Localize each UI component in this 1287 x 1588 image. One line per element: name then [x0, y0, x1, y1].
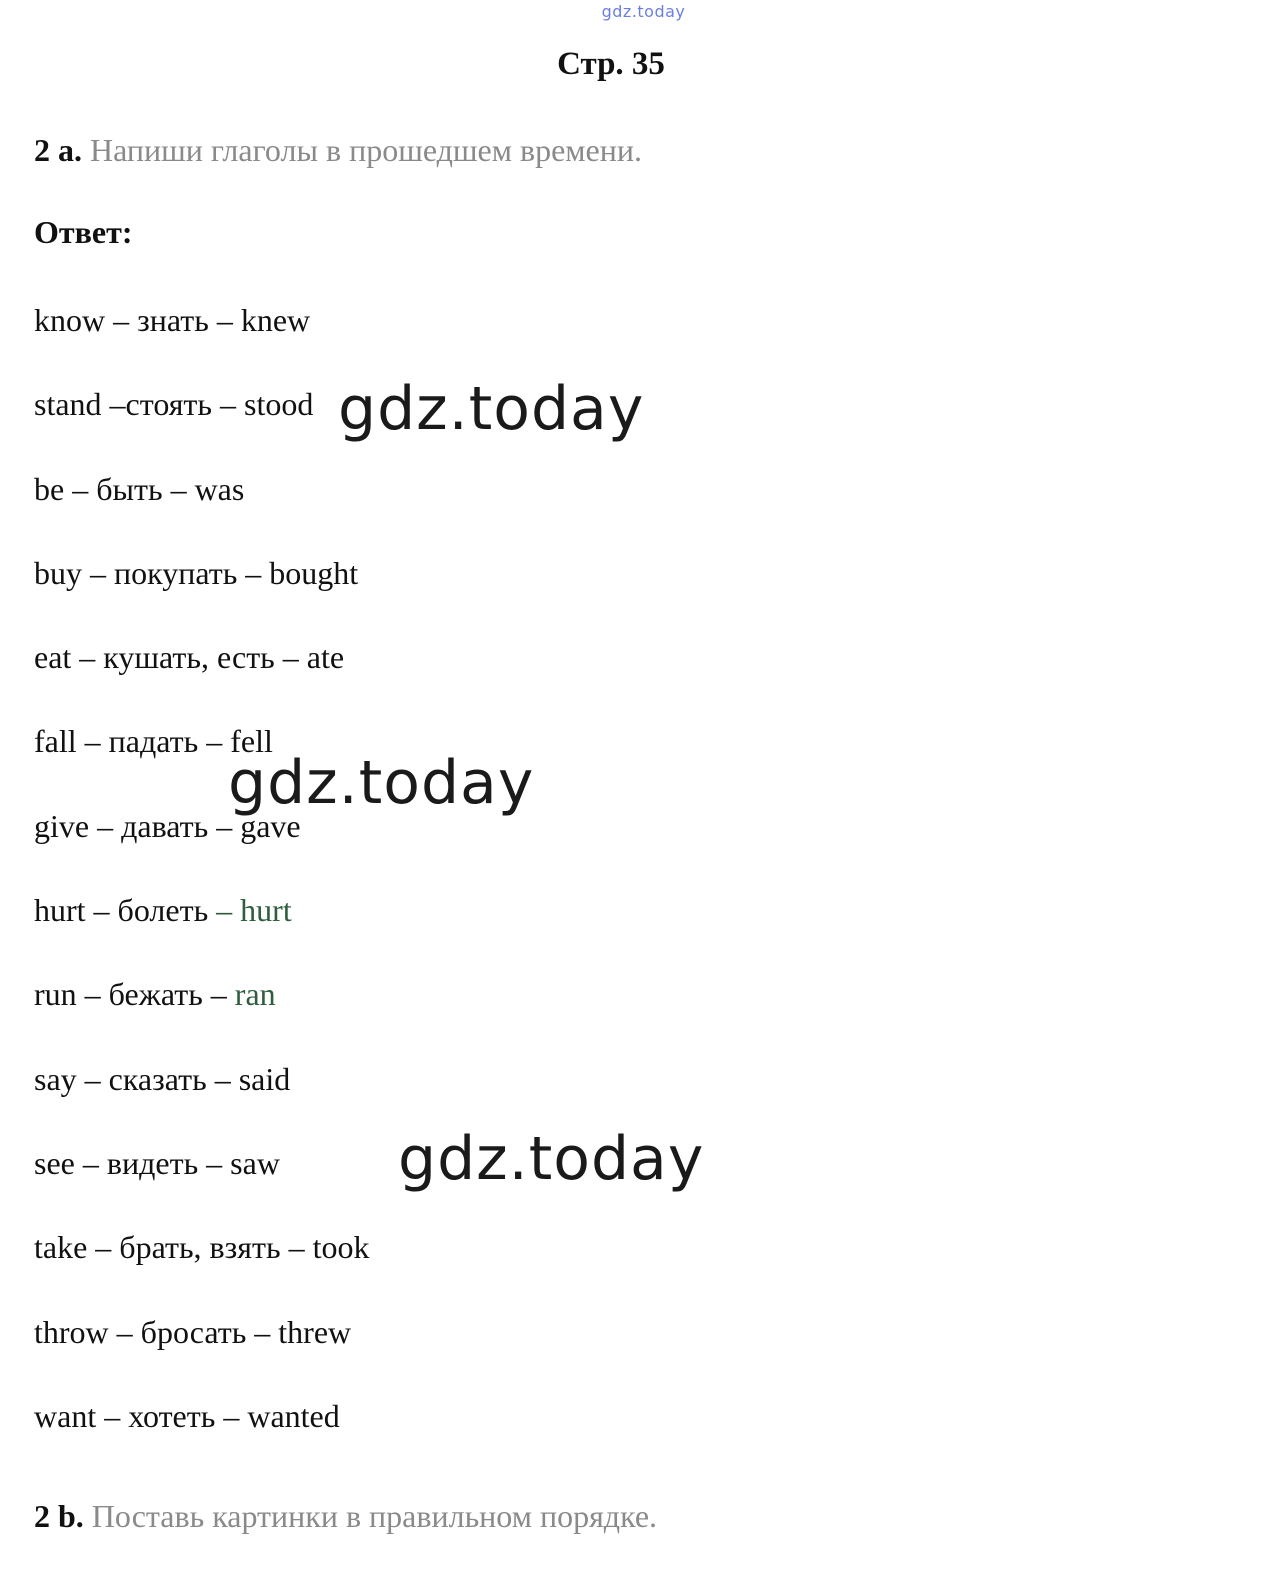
- verb-past-form: – hurt: [208, 892, 292, 929]
- verb-text: buy – покупать – bought: [34, 554, 359, 591]
- task-number: 2 a.: [34, 132, 82, 168]
- verb-past-form: ran: [234, 976, 276, 1013]
- verb-text: eat – кушать, есть – ate: [34, 639, 345, 676]
- verb-text: throw – бросать – threw: [34, 1313, 352, 1350]
- verb-text: fall – падать – fell: [34, 723, 273, 760]
- verb-text: know – знать – knew: [34, 302, 311, 338]
- watermark-3: gdz.today: [398, 1124, 705, 1194]
- verb-text: see – видеть – saw: [34, 1144, 280, 1181]
- watermark-2: gdz.today: [228, 748, 535, 818]
- verb-row-throw: [34, 1310, 369, 1394]
- verb-row-buy: [34, 551, 369, 635]
- verb-row-give: [34, 804, 369, 888]
- task-number: 2 b.: [34, 1498, 84, 1534]
- task-instruction: Поставь картинки в правильном порядке.: [91, 1498, 658, 1534]
- watermark-1: gdz.today: [338, 374, 645, 444]
- verb-row-take: [34, 1225, 369, 1309]
- verb-text: hurt – болеть: [34, 892, 209, 929]
- top-watermark: gdz.today: [601, 2, 686, 21]
- verb-row-eat: [34, 635, 369, 719]
- verb-row-fall: [34, 719, 369, 803]
- verb-row-run: [34, 972, 369, 1056]
- verb-text: run – бежать –: [34, 976, 235, 1013]
- verb-row-hurt: [34, 888, 369, 972]
- page-title: Стр. 35: [557, 46, 665, 82]
- verb-text: take – брать, взять – took: [34, 1229, 370, 1266]
- verb-row-stand: [34, 382, 369, 466]
- verb-row-be: [34, 467, 369, 551]
- verb-text: stand –стоять – stood: [34, 386, 314, 423]
- verb-row-say: [34, 1057, 369, 1141]
- verb-row-see: [34, 1141, 369, 1225]
- answer-label: Ответ:: [34, 214, 133, 250]
- verb-row-know: [34, 298, 369, 382]
- task-2b: [34, 1498, 657, 1535]
- verb-row-want: [34, 1394, 369, 1478]
- verb-text: give – давать – gave: [34, 807, 301, 844]
- verb-text: say – сказать – said: [34, 1060, 291, 1097]
- verb-text: want – хотеть – wanted: [34, 1397, 340, 1434]
- task-2a: [34, 132, 642, 169]
- verb-text: be – быть – was: [34, 470, 245, 507]
- verb-list: [34, 298, 369, 1478]
- task-instruction: Напиши глаголы в прошедшем времени.: [90, 132, 642, 168]
